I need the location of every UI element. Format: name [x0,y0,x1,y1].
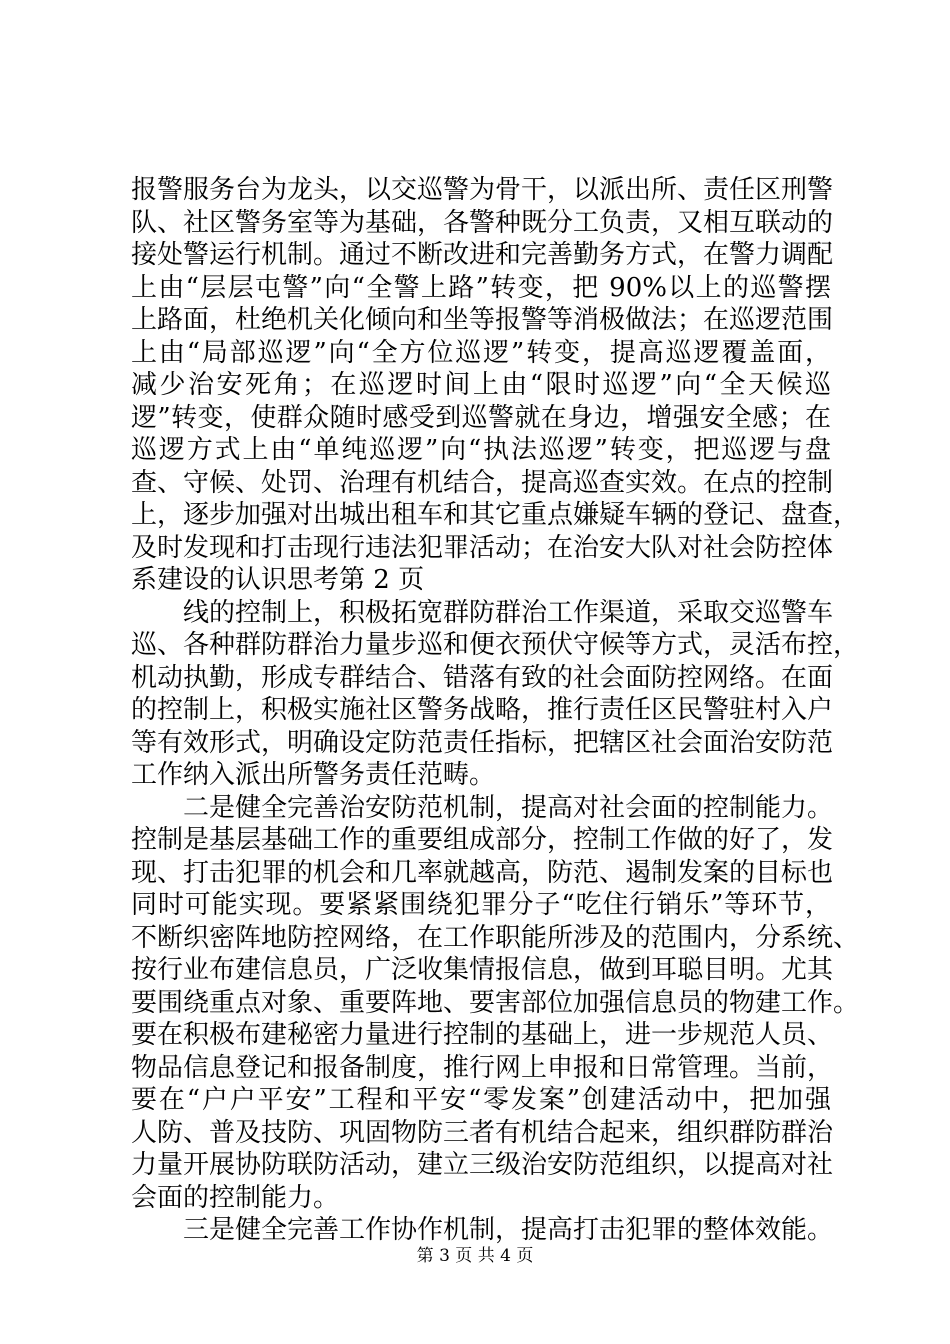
text-line: 上，逐步加强对出城出租车和其它重点嫌疑车辆的登记、盘查， [131,500,860,530]
text-line: 控制是基层基础工作的重要组成部分，控制工作做的好了，发 [131,825,834,855]
text-line: 上路面，杜绝机关化倾向和坐等报警等消极做法；在巡逻范围 [131,305,834,335]
text-line: 报警服务台为龙头，以交巡警为骨干，以派出所、责任区刑警 [131,175,834,205]
text-line: 同时可能实现。要紧紧围绕犯罪分子“吃住行销乐”等环节， [131,890,831,920]
text-line: 减少治安死角；在巡逻时间上由“限时巡逻”向“全天候巡 [131,370,831,400]
text-line: 队、社区警务室等为基础，各警种既分工负责，又相互联动的 [131,207,834,238]
text-line: 力量开展协防联防活动，建立三级治安防范组织，以提高对社 [131,1150,834,1180]
text-line: 系建设的认识思考第 2 页 [131,565,425,595]
text-line: 上由“局部巡逻”向“全方位巡逻”转变，提高巡逻覆盖面， [131,337,831,368]
text-line: 巡、各种群防群治力量步巡和便衣预伏守候等方式，灵活布控， [131,630,860,660]
text-line: 要在“户户平安”工程和平安“零发案”创建活动中，把加强 [131,1085,831,1115]
text-line: 人防、普及技防、巩固物防三者有机结合起来，组织群防群治 [131,1117,834,1148]
text-line: 物品信息登记和报备制度，推行网上申报和日常管理。当前， [131,1052,834,1083]
text-line: 等有效形式，明确设定防范责任指标，把辖区社会面治安防范 [131,727,834,758]
page-footer: 第 3 页 共 4 页 [416,1246,534,1266]
text-line: 现、打击犯罪的机会和几率就越高，防范、遏制发案的目标也 [131,857,834,888]
text-line: 查、守候、处罚、治理有机结合，提高巡查实效。在点的控制 [131,467,834,498]
text-line: 巡逻方式上由“单纯巡逻”向“执法巡逻”转变，把巡逻与盘 [131,435,831,465]
text-line: 及时发现和打击现行违法犯罪活动；在治安大队对社会防控体 [131,532,834,563]
text-line: 工作纳入派出所警务责任范畴。 [131,760,496,790]
text-line: 要围绕重点对象、重要阵地、要害部位加强信息员的物建工作。 [131,987,860,1018]
text-line: 上由“层层屯警”向“全警上路”转变，把 90%以上的巡警摆 [131,272,831,303]
text-line: 会面的控制能力。 [131,1182,340,1213]
text-line: 要在积极布建秘密力量进行控制的基础上，进一步规范人员、 [131,1020,834,1050]
text-line: 不断织密阵地防控网络，在工作职能所涉及的范围内，分系统、 [131,922,860,953]
text-line: 逻”转变，使群众随时感受到巡警就在身边，增强安全感；在 [131,402,831,433]
text-line: 机动执勤，形成专群结合、错落有致的社会面防控网络。在面 [131,662,834,693]
text-line: 的控制上，积极实施社区警务战略，推行责任区民警驻村入户 [131,695,834,725]
document-body [131,174,860,1247]
text-line: 按行业布建信息员，广泛收集情报信息，做到耳聪目明。尤其 [131,955,834,985]
text-line: 接处警运行机制。通过不断改进和完善勤务方式，在警力调配 [131,240,834,270]
text-line: 线的控制上，积极拓宽群防群治工作渠道，采取交巡警车 [183,597,834,628]
text-line: 三是健全完善工作协作机制，提高打击犯罪的整体效能。 [183,1215,834,1245]
text-line: 二是健全完善治安防范机制，提高对社会面的控制能力。 [183,792,834,823]
